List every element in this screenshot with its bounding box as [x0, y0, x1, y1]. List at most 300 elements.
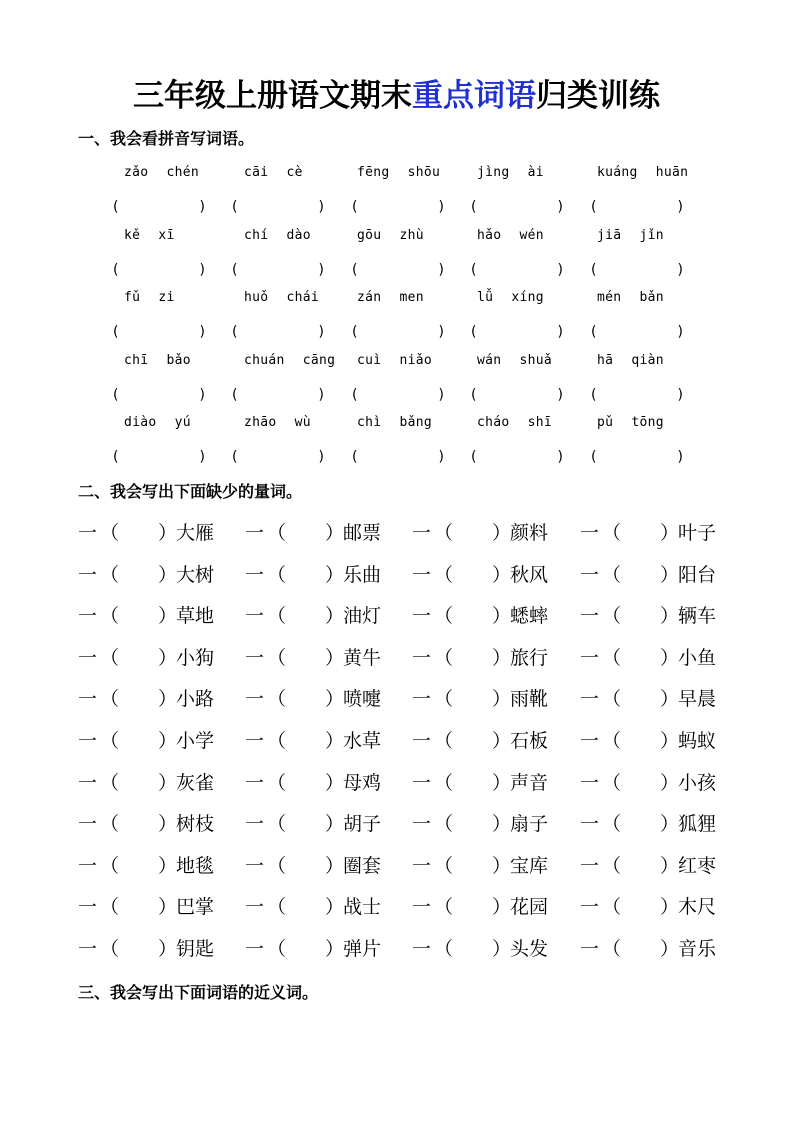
noun-word: 圈套: [343, 854, 382, 877]
open-paren: (: [352, 261, 358, 278]
number-one: 一: [580, 729, 600, 752]
open-paren: (: [352, 324, 358, 340]
noun-word: 音乐: [678, 937, 717, 960]
answer-blank[interactable]: [591, 385, 683, 405]
measure-word-row: [0, 682, 793, 724]
close-paren: ）: [660, 937, 680, 960]
open-paren[interactable]: （: [100, 646, 120, 669]
open-paren[interactable]: （: [602, 522, 622, 544]
close-paren: ）: [158, 563, 178, 586]
close-paren: ）: [325, 813, 345, 836]
open-paren: (: [352, 199, 358, 215]
open-paren: (: [471, 386, 477, 403]
close-paren: ）: [325, 605, 345, 628]
number-one: 一: [580, 896, 600, 919]
answer-blank[interactable]: [113, 385, 205, 405]
close-paren: ): [557, 261, 563, 278]
open-paren: (: [471, 261, 477, 278]
number-one: 一: [580, 522, 600, 544]
open-paren[interactable]: （: [100, 896, 120, 919]
noun-word: 蚂蚁: [678, 729, 717, 752]
answer-blank[interactable]: [232, 197, 324, 217]
open-paren: (: [471, 324, 477, 340]
close-paren: ）: [325, 854, 345, 877]
noun-word: 狐狸: [678, 813, 717, 836]
answer-blank[interactable]: [113, 260, 205, 280]
answer-blank[interactable]: [352, 197, 444, 217]
open-paren[interactable]: （: [267, 563, 287, 586]
number-one: 一: [580, 563, 600, 586]
answer-blank[interactable]: [591, 197, 683, 217]
close-paren: ): [438, 386, 444, 403]
measure-word-row: [0, 599, 793, 641]
measure-word-row: [0, 849, 793, 891]
pinyin-prompt: fǔ zi: [124, 290, 175, 305]
close-paren: ): [438, 449, 444, 465]
number-one: 一: [580, 688, 600, 711]
open-paren: (: [471, 199, 477, 215]
number-one: 一: [412, 688, 432, 711]
close-paren: ）: [158, 605, 178, 628]
close-paren: ）: [660, 854, 680, 877]
close-paren: ）: [158, 688, 178, 711]
pinyin-prompt: hǎo wén: [477, 227, 544, 243]
close-paren: ）: [158, 771, 178, 794]
close-paren: ): [677, 199, 683, 215]
number-one: 一: [412, 896, 432, 919]
open-paren[interactable]: （: [100, 854, 120, 877]
noun-word: 树枝: [176, 813, 215, 836]
open-paren[interactable]: （: [602, 605, 622, 628]
measure-word-row: [0, 932, 793, 974]
noun-word: 小学: [176, 729, 215, 752]
number-one: 一: [78, 688, 98, 711]
pinyin-prompt: chì bǎng: [357, 415, 433, 430]
noun-word: 地毯: [176, 854, 215, 877]
number-one: 一: [412, 771, 432, 794]
number-one: 一: [580, 813, 600, 836]
number-one: 一: [245, 729, 265, 752]
number-one: 一: [245, 646, 265, 669]
close-paren: ）: [492, 729, 512, 752]
pinyin-prompt: huǒ chái: [244, 290, 320, 305]
pinyin-prompt: cuì niǎo: [357, 352, 433, 368]
number-one: 一: [412, 854, 432, 877]
noun-word: 油灯: [343, 605, 382, 628]
noun-word: 蟋蟀: [510, 605, 549, 628]
number-one: 一: [580, 646, 600, 669]
number-one: 一: [78, 854, 98, 877]
pinyin-prompt: wán shuǎ: [477, 352, 553, 368]
answer-blank[interactable]: [471, 322, 563, 342]
open-paren[interactable]: （: [100, 729, 120, 752]
close-paren: ）: [158, 854, 178, 877]
answer-blank[interactable]: [352, 260, 444, 280]
pinyin-exercise: [0, 163, 793, 476]
answer-blank[interactable]: [352, 385, 444, 405]
number-one: 一: [78, 813, 98, 836]
open-paren[interactable]: （: [602, 646, 622, 669]
number-one: 一: [78, 729, 98, 752]
close-paren: ）: [325, 937, 345, 960]
answer-blank[interactable]: [591, 260, 683, 280]
close-paren: ）: [325, 771, 345, 794]
noun-word: 石板: [510, 729, 549, 752]
close-paren: ）: [492, 646, 512, 669]
close-paren: ）: [660, 813, 680, 836]
number-one: 一: [580, 771, 600, 794]
close-paren: ）: [325, 729, 345, 752]
number-one: 一: [412, 729, 432, 752]
open-paren[interactable]: （: [267, 813, 287, 836]
answer-blank[interactable]: [232, 447, 324, 467]
noun-word: 声音: [510, 771, 549, 794]
open-paren: (: [591, 261, 597, 278]
measure-word-row: [0, 807, 793, 849]
close-paren: ）: [660, 563, 680, 586]
noun-word: 阳台: [678, 563, 717, 586]
close-paren: ）: [158, 729, 178, 752]
noun-word: 木尺: [678, 896, 717, 919]
open-paren: (: [232, 386, 238, 403]
answer-blank[interactable]: [471, 385, 563, 405]
answer-blank[interactable]: [352, 447, 444, 467]
pinyin-prompt: gōu zhù: [357, 227, 424, 243]
open-paren[interactable]: （: [434, 605, 454, 628]
close-paren: ）: [492, 563, 512, 586]
noun-word: 草地: [176, 605, 215, 628]
close-paren: ）: [660, 771, 680, 794]
pinyin-prompt: diào yú: [124, 415, 191, 430]
open-paren[interactable]: （: [434, 937, 454, 960]
noun-word: 秋风: [510, 563, 549, 586]
close-paren: ）: [158, 937, 178, 960]
number-one: 一: [78, 646, 98, 669]
number-one: 一: [245, 854, 265, 877]
close-paren: ): [677, 449, 683, 465]
section-2-heading: 二、我会写出下面缺少的量词。: [78, 482, 303, 501]
close-paren: ): [199, 386, 205, 403]
open-paren: (: [113, 261, 119, 278]
number-one: 一: [412, 563, 432, 586]
close-paren: ）: [158, 522, 178, 544]
answer-blank[interactable]: [471, 260, 563, 280]
open-paren[interactable]: （: [434, 813, 454, 836]
number-one: 一: [412, 813, 432, 836]
open-paren: (: [352, 386, 358, 403]
open-paren[interactable]: （: [434, 729, 454, 752]
answer-blank[interactable]: [591, 447, 683, 467]
pinyin-prompt: cāi cè: [244, 165, 303, 180]
close-paren: ): [199, 261, 205, 278]
open-paren[interactable]: （: [100, 688, 120, 711]
open-paren[interactable]: （: [602, 563, 622, 586]
noun-word: 弹片: [343, 937, 382, 960]
noun-word: 乐曲: [343, 563, 382, 586]
pinyin-prompt: jiā jǐn: [597, 227, 664, 243]
close-paren: ）: [492, 813, 512, 836]
section-3-heading: 三、我会写出下面词语的近义词。: [78, 983, 319, 1002]
noun-word: 红枣: [678, 854, 717, 877]
noun-word: 叶子: [678, 522, 717, 544]
open-paren[interactable]: （: [434, 854, 454, 877]
close-paren: ): [677, 386, 683, 403]
close-paren: ）: [492, 522, 512, 544]
noun-word: 花园: [510, 896, 549, 919]
answer-blank[interactable]: [113, 197, 205, 217]
answer-blank[interactable]: [113, 447, 205, 467]
open-paren[interactable]: （: [602, 771, 622, 794]
number-one: 一: [245, 937, 265, 960]
open-paren[interactable]: （: [267, 605, 287, 628]
open-paren: (: [591, 449, 597, 465]
close-paren: ): [318, 386, 324, 403]
open-paren[interactable]: （: [100, 563, 120, 586]
pinyin-row: [0, 351, 793, 414]
noun-word: 小路: [176, 688, 215, 711]
close-paren: ): [557, 199, 563, 215]
number-one: 一: [580, 605, 600, 628]
open-paren: (: [232, 199, 238, 215]
pinyin-prompt: fēng shōu: [357, 165, 441, 180]
answer-blank[interactable]: [232, 322, 324, 342]
pinyin-row: [0, 288, 793, 351]
noun-word: 辆车: [678, 605, 717, 628]
close-paren: ）: [492, 771, 512, 794]
pinyin-prompt: zǎo chén: [124, 165, 200, 180]
pinyin-prompt: chī bǎo: [124, 352, 191, 368]
close-paren: ): [557, 324, 563, 340]
close-paren: ）: [660, 896, 680, 919]
close-paren: ）: [158, 813, 178, 836]
open-paren[interactable]: （: [602, 854, 622, 877]
measure-word-row: [0, 516, 793, 558]
close-paren: ）: [325, 522, 345, 544]
close-paren: ): [318, 324, 324, 340]
close-paren: ）: [325, 563, 345, 586]
pinyin-row: [0, 413, 793, 476]
open-paren[interactable]: （: [434, 646, 454, 669]
open-paren[interactable]: （: [100, 522, 120, 544]
pinyin-prompt: lǚ xíng: [477, 290, 544, 305]
number-one: 一: [412, 937, 432, 960]
answer-blank[interactable]: [471, 197, 563, 217]
answer-blank[interactable]: [352, 322, 444, 342]
number-one: 一: [412, 605, 432, 628]
open-paren[interactable]: （: [267, 896, 287, 919]
measure-word-row: [0, 890, 793, 932]
close-paren: ): [438, 199, 444, 215]
measure-word-row: [0, 641, 793, 683]
close-paren: ）: [158, 646, 178, 669]
noun-word: 宝库: [510, 854, 549, 877]
close-paren: ）: [660, 646, 680, 669]
open-paren[interactable]: （: [434, 688, 454, 711]
noun-word: 早晨: [678, 688, 717, 711]
open-paren[interactable]: （: [100, 771, 120, 794]
close-paren: ): [557, 449, 563, 465]
open-paren[interactable]: （: [602, 937, 622, 960]
page-title: [0, 76, 793, 116]
pinyin-prompt: jìng ài: [477, 165, 544, 180]
pinyin-row: [0, 226, 793, 289]
title-part-1: 三年级上册语文期末: [133, 78, 412, 114]
open-paren[interactable]: （: [267, 646, 287, 669]
open-paren[interactable]: （: [100, 937, 120, 960]
number-one: 一: [245, 771, 265, 794]
pinyin-row: [0, 163, 793, 226]
measure-word-exercise: [0, 516, 793, 974]
number-one: 一: [412, 646, 432, 669]
number-one: 一: [245, 605, 265, 628]
number-one: 一: [78, 563, 98, 586]
noun-word: 喷嚏: [343, 688, 382, 711]
measure-word-row: [0, 766, 793, 808]
close-paren: ): [438, 324, 444, 340]
open-paren: (: [591, 386, 597, 403]
number-one: 一: [580, 937, 600, 960]
close-paren: ): [318, 449, 324, 465]
open-paren: (: [591, 324, 597, 340]
noun-word: 邮票: [343, 522, 382, 544]
noun-word: 钥匙: [176, 937, 215, 960]
answer-blank[interactable]: [113, 322, 205, 342]
open-paren: (: [113, 449, 119, 465]
answer-blank[interactable]: [232, 385, 324, 405]
noun-word: 大雁: [176, 522, 215, 544]
number-one: 一: [245, 522, 265, 544]
close-paren: ): [318, 199, 324, 215]
noun-word: 战士: [343, 896, 382, 919]
close-paren: ): [199, 199, 205, 215]
close-paren: ）: [492, 605, 512, 628]
close-paren: ): [199, 324, 205, 340]
pinyin-prompt: kuáng huān: [597, 165, 689, 180]
number-one: 一: [78, 605, 98, 628]
open-paren: (: [232, 261, 238, 278]
noun-word: 旅行: [510, 646, 549, 669]
pinyin-prompt: cháo shī: [477, 415, 553, 430]
open-paren[interactable]: （: [267, 771, 287, 794]
open-paren[interactable]: （: [100, 813, 120, 836]
close-paren: ): [438, 261, 444, 278]
pinyin-prompt: zhāo wù: [244, 415, 311, 430]
title-highlight: 重点词语: [412, 78, 536, 114]
close-paren: ）: [492, 688, 512, 711]
open-paren[interactable]: （: [434, 563, 454, 586]
open-paren[interactable]: （: [267, 937, 287, 960]
pinyin-prompt: pǔ tōng: [597, 415, 664, 430]
open-paren[interactable]: （: [434, 896, 454, 919]
open-paren: (: [471, 449, 477, 465]
open-paren[interactable]: （: [434, 522, 454, 544]
open-paren: (: [113, 386, 119, 403]
open-paren[interactable]: （: [602, 729, 622, 752]
noun-word: 扇子: [510, 813, 549, 836]
open-paren: (: [591, 199, 597, 215]
answer-blank[interactable]: [232, 260, 324, 280]
noun-word: 颜料: [510, 522, 549, 544]
number-one: 一: [78, 522, 98, 544]
answer-blank[interactable]: [471, 447, 563, 467]
noun-word: 黄牛: [343, 646, 382, 669]
noun-word: 头发: [510, 937, 549, 960]
title-part-2: 归类训练: [536, 78, 660, 114]
close-paren: ）: [660, 688, 680, 711]
close-paren: ）: [492, 854, 512, 877]
section-1-heading: 一、我会看拼音写词语。: [78, 129, 255, 148]
open-paren: (: [113, 324, 119, 340]
open-paren[interactable]: （: [602, 896, 622, 919]
number-one: 一: [78, 896, 98, 919]
number-one: 一: [245, 896, 265, 919]
noun-word: 雨靴: [510, 688, 549, 711]
noun-word: 母鸡: [343, 771, 382, 794]
noun-word: 胡子: [343, 813, 382, 836]
close-paren: ): [677, 324, 683, 340]
open-paren[interactable]: （: [602, 688, 622, 711]
pinyin-prompt: kě xī: [124, 227, 175, 243]
pinyin-prompt: chuán cāng: [244, 352, 336, 368]
open-paren: (: [232, 324, 238, 340]
close-paren: ): [557, 386, 563, 403]
answer-blank[interactable]: [591, 322, 683, 342]
open-paren[interactable]: （: [267, 688, 287, 711]
number-one: 一: [78, 771, 98, 794]
close-paren: ): [677, 261, 683, 278]
noun-word: 小鱼: [678, 646, 717, 669]
close-paren: ）: [325, 688, 345, 711]
measure-word-row: [0, 724, 793, 766]
open-paren: (: [232, 449, 238, 465]
noun-word: 灰雀: [176, 771, 215, 794]
noun-word: 小孩: [678, 771, 717, 794]
open-paren[interactable]: （: [267, 729, 287, 752]
close-paren: ）: [660, 729, 680, 752]
open-paren: (: [113, 199, 119, 215]
number-one: 一: [412, 522, 432, 544]
noun-word: 小狗: [176, 646, 215, 669]
close-paren: ）: [325, 896, 345, 919]
close-paren: ）: [660, 522, 680, 544]
noun-word: 大树: [176, 563, 215, 586]
open-paren[interactable]: （: [267, 854, 287, 877]
number-one: 一: [580, 854, 600, 877]
measure-word-row: [0, 558, 793, 600]
open-paren[interactable]: （: [434, 771, 454, 794]
close-paren: ): [318, 261, 324, 278]
pinyin-prompt: chí dào: [244, 227, 311, 243]
open-paren: (: [352, 449, 358, 465]
open-paren[interactable]: （: [100, 605, 120, 628]
noun-word: 水草: [343, 729, 382, 752]
number-one: 一: [245, 563, 265, 586]
noun-word: 巴掌: [176, 896, 215, 919]
close-paren: ）: [660, 605, 680, 628]
open-paren[interactable]: （: [267, 522, 287, 544]
close-paren: ）: [325, 646, 345, 669]
pinyin-prompt: zán men: [357, 290, 424, 305]
number-one: 一: [245, 813, 265, 836]
close-paren: ）: [492, 896, 512, 919]
open-paren[interactable]: （: [602, 813, 622, 836]
pinyin-prompt: mén bǎn: [597, 290, 664, 305]
close-paren: ): [199, 449, 205, 465]
close-paren: ）: [492, 937, 512, 960]
number-one: 一: [245, 688, 265, 711]
pinyin-prompt: hā qiàn: [597, 352, 664, 368]
number-one: 一: [78, 937, 98, 960]
